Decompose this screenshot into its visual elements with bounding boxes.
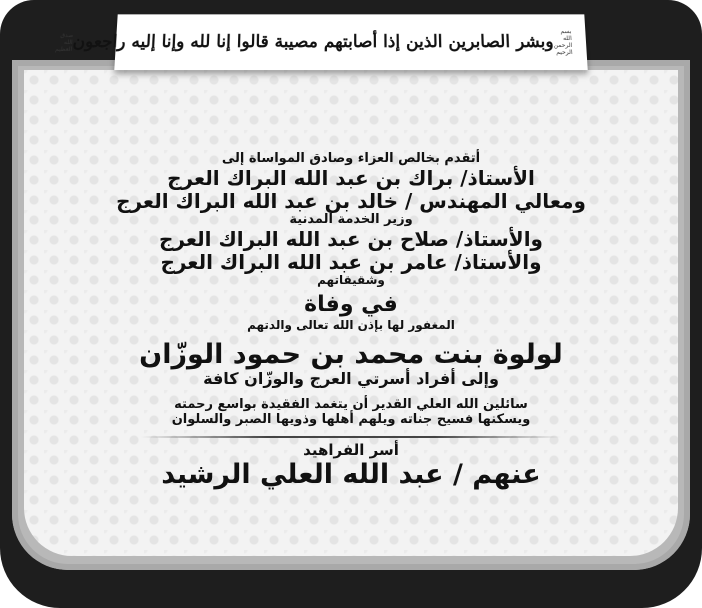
mercy-phrase: المغفور لها بإذن الله تعالى والدتهم: [247, 317, 455, 332]
recipient-2-title: وزير الخدمة المدنية: [289, 211, 413, 227]
divider: [141, 436, 561, 438]
announcement-panel: [12, 60, 690, 570]
recipient-3: والأستاذ/ صلاح بن عبد الله البراك العرج: [158, 226, 543, 251]
verse-source: صدق الله العظيم: [54, 31, 74, 53]
deceased-name: لولوة بنت محمد بن حمود الوزّان: [139, 338, 563, 370]
sisters-text: وشقيقاتهم: [317, 272, 385, 287]
quran-verse: وبشر الصابرين الذين إذا أصابتهم مصيبة قالوا إنا لله وإنا إليه راجعون: [71, 32, 554, 52]
recipient-4: والأستاذ/ عامر بن عبد الله البراك العرج: [160, 249, 542, 274]
basmala-text: بسم الله الرحمن الرحيم: [553, 28, 573, 56]
death-phrase: في وفاة: [304, 291, 398, 317]
families-text: وإلى أفراد أسرتي العرج والوزّان كافة: [203, 368, 499, 388]
prayer-line-1: سائلين الله العلي القدير أن يتغمد الفقيدة بواسع رحمته: [174, 397, 528, 413]
recipient-1: الأستاذ/ براك بن عبد الله البراك العرج: [167, 165, 535, 190]
patterned-background: [24, 70, 678, 556]
from-family: أسر الفراهيد: [303, 441, 399, 460]
quran-verse-banner: [54, 14, 587, 70]
intro-text: أتقدم بخالص العزاء وصادق المواساة إلى: [221, 151, 481, 166]
signer-name: عنهم / عبد الله العلي الرشيد: [161, 459, 541, 491]
prayer-line-2: ويسكنها فسيح جناته ويلهم أهلها وذويها الصبر والسلوان: [171, 412, 531, 428]
recipient-2: ومعالي المهندس / خالد بن عبد الله البراك العرج: [116, 188, 586, 213]
announcement-body: [24, 152, 678, 490]
